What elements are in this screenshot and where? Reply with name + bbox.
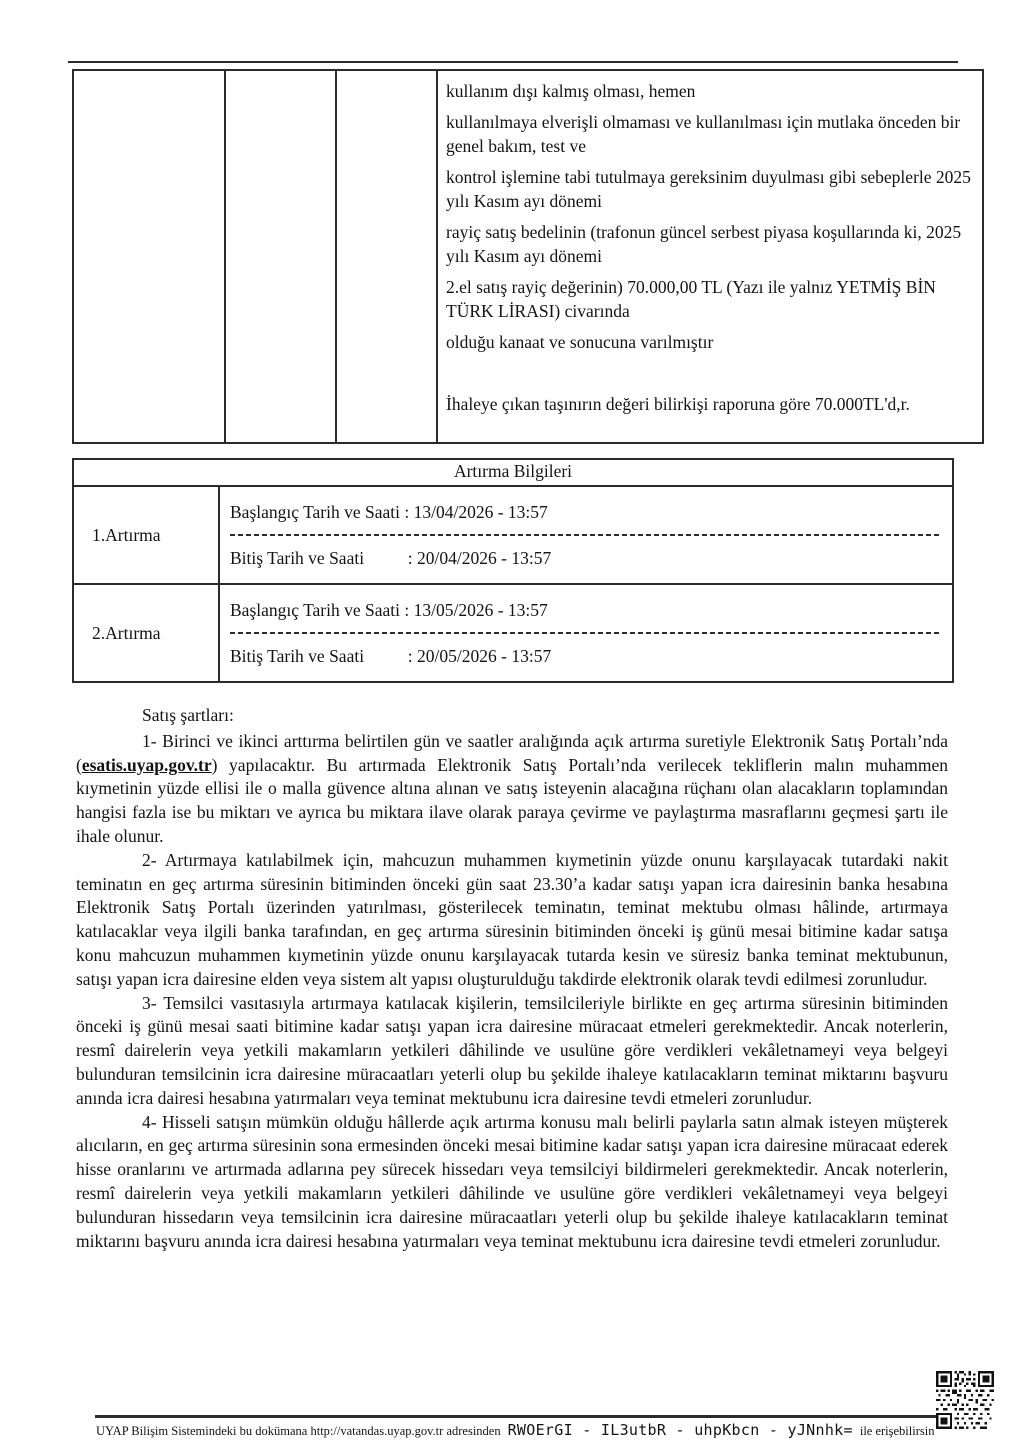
auction-1-label: 1.Artırma: [74, 487, 220, 583]
auction-2-end-datetime: Bitiş Tarih ve Saati : 20/05/2026 - 13:57: [230, 646, 552, 666]
valuation-description-cell: [437, 70, 983, 443]
footer-access-code: RWOErGI - IL3utbR - uhpKbcn - yJNnhk=: [507, 1421, 853, 1439]
valuation-paragraph: olduğu kanaat ve sonucuna varılmıştır: [446, 332, 714, 352]
valuation-paragraph: rayiç satış bedelinin (trafonun güncel serbest piyasa koşullarında ki, 2025 yılı Kasım ayı dönemi: [446, 222, 962, 266]
dashed-separator: [230, 534, 942, 536]
valuation-paragraph: 2.el satış rayiç değerinin) 70.000,00 TL (Yazı ile yalnız YETMİŞ BİN TÜRK LİRASI) civarında: [446, 277, 936, 321]
auction-1-dates: [220, 487, 952, 583]
dashed-separator: [230, 632, 942, 634]
sale-conditions-heading: Satış şartları:: [142, 705, 234, 725]
valuation-cell-empty-2: [225, 70, 336, 443]
valuation-cell-empty-1: [73, 70, 225, 443]
esatis-portal-link: esatis.uyap.gov.tr: [81, 754, 212, 775]
condition-paragraph-4: 4- Hisseli satışın mümkün olduğu hâllerde açık artırma konusu malı belirli paylarla satın almak isteyen müşterek alıcıların, en geç artırma süresinin sona ermesinden önceki mesai bitimine kadar satışı yapan icra dairesine müracaat ederek hisse oranlarını ve artırmada adlarına pey sürecek hissedarı veya temsilciyi bildirmeleri gerekmektedir. Ancak noterlerin, resmî dairelerin veya yetkili makamların yetkileri dâhilinde ve usulüne göre verdikleri vekâletnameyi veya belgeyi bulunduran hissedarın veya temsilcinin icra dairesine müracaatları yeterli olup bu şekilde ihaleye katılacakların teminat miktarını başvuru anında icra dairesi hesabına yatırmaları veya teminat mektubunu icra dairesine tevdi etmeleri zorunludur.: [76, 1111, 948, 1251]
table-continuation-edge: [68, 61, 958, 63]
condition-paragraph-2: 2- Artırmaya katılabilmek için, mahcuzun muhammen kıymetinin yüzde onunu karşılayacak tutardaki nakit teminatın en geç artırma süresinin bitiminden önceki gün saat 23.30’a kadar satışı yapan icra dairesinin banka hesabına Elektronik Satış Portalı üzerinden yatırılması, gösterilecek teminatın, teminat mektubu olması hâlinde, artırmaya katılacaklar veya ilgili banka tarafından, en geç artırma süresinin bitiminden önceki iş günü mesai bitimine kadar satışa konu mahcuzun muhammen kıymetinin yüzde onunu karşılayacak tutarda kesin ve süresiz banka teminat mektubunun, satışı yapan icra dairesine elden veya sistem alt yapısı oluşturulduğu takdirde elektronik olarak tevdi edilmesi zorunludur.: [76, 849, 948, 989]
auction-1-end-datetime: Bitiş Tarih ve Saati : 20/04/2026 - 13:57: [230, 548, 552, 568]
valuation-cell-empty-3: [336, 70, 437, 443]
footer-divider: [95, 1415, 937, 1418]
valuation-paragraph: kontrol işlemine tabi tutulmaya gereksinim duyulması gibi sebeplerle 2025 yılı Kasım ayı dönemi: [446, 167, 971, 211]
valuation-paragraph: kullanılmaya elverişli olmaması ve kullanılması için mutlaka önceden bir genel bakım, test ve: [446, 112, 961, 156]
table-row: [73, 70, 983, 443]
auction-1-start-datetime: Başlangıç Tarih ve Saati : 13/04/2026 - 13:57: [230, 502, 548, 522]
auction-table-title: Artırma Bilgileri: [74, 460, 952, 487]
auction-2-dates: [220, 585, 952, 681]
footer: [96, 1421, 946, 1439]
condition-paragraph-1: [76, 730, 948, 849]
table-row: [74, 583, 952, 681]
blank-line: [446, 361, 972, 392]
condition-1-text-before: 1- Birinci ve ikinci arttırma belirtilen gün ve saatler aralığında açık artırma suretiyle Elektronik Satış Portalı’nda (: [76, 730, 948, 775]
footer-access-suffix: ile erişebilirsin: [859, 1424, 935, 1438]
footer-access-text: UYAP Bilişim Sistemindeki bu dokümana http://vatandas.uyap.gov.tr adresinden: [96, 1424, 501, 1438]
auction-2-label: 2.Artırma: [74, 585, 220, 681]
sale-conditions: [76, 704, 948, 1253]
auction-info-table: [72, 458, 954, 683]
qr-code-icon: [936, 1370, 994, 1430]
valuation-conclusion: İhaleye çıkan taşınırın değeri bilirkişi raporuna göre 70.000TL'd,r.: [446, 394, 910, 414]
auction-2-start-datetime: Başlangıç Tarih ve Saati : 13/05/2026 - 13:57: [230, 600, 548, 620]
condition-paragraph-3: 3- Temsilci vasıtasıyla artırmaya katılacak kişilerin, temsilcileriyle birlikte en geç artırma süresinin bitiminden önceki iş günü mesai saati bitimine kadar satışı yapan icra dairesine müracaat etmeleri gerekmektedir. Ancak noterlerin, resmî dairelerin veya yetkili makamların yetkileri dâhilinde ve usulüne göre verdikleri vekâletnameyi veya belgeyi bulunduran temsilcinin icra dairesine müracaatları yeterli olup bu şekilde ihaleye katılacakların teminat miktarını başvuru anında icra dairesi hesabına yatırmaları veya teminat mektubunu icra dairesine tevdi etmeleri zorunludur.: [76, 992, 948, 1108]
valuation-table: [72, 69, 984, 444]
table-row: [74, 487, 952, 583]
valuation-paragraph: kullanım dışı kalmış olması, hemen: [446, 81, 696, 101]
condition-1-text-after: ) yapılacaktır. Bu artırmada Elektronik Satış Portalı’nda verilecek tekliflerin malın muhammen kıymetinin yüzde ellisi ile o malla güvence altına alınan ve satış isteyenin alacağına rüçhanı olan alacakların toplamından hangisi fazla ise bu miktarı ve ayrıca bu miktara ilave olarak paraya çevirme ve paylaştırma masraflarını geçmesi şartı ile ihale olunur.: [76, 754, 948, 846]
